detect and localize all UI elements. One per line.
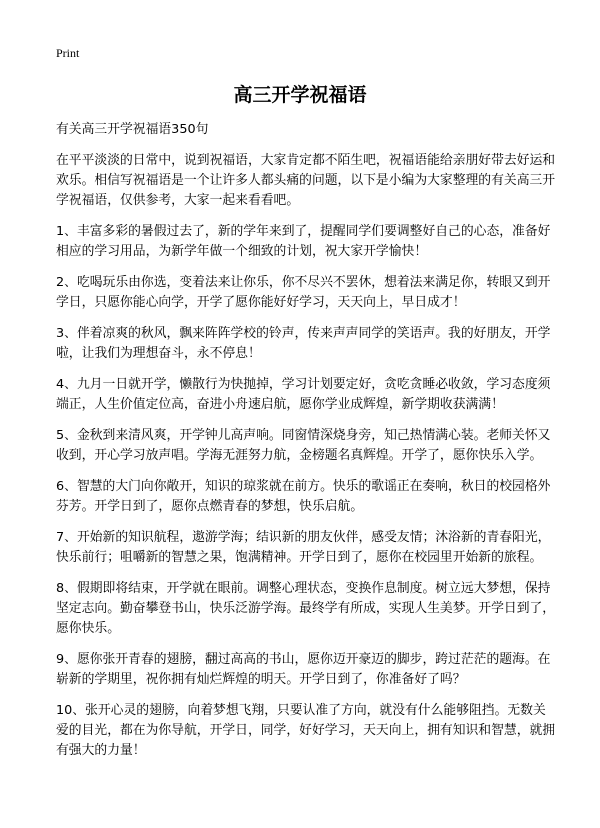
- list-item: 4、九月一日就开学，懒散行为快抛掉，学习计划要定好，贪吃贪睡必收敛，学习态度须端正，人生价值定位高，奋进小舟速启航，愿你学业成辉煌，新学期收获满满！: [56, 377, 551, 412]
- list-item: 3、伴着凉爽的秋风，飘来阵阵学校的铃声，传来声声同学的笑语声。我的好朋友，开学啦，让我们为理想奋斗，永不停息！: [56, 326, 551, 361]
- list-item: 7、开始新的知识航程，遨游学海；结识新的朋友伙伴，感受友情；沐浴新的青春阳光，快乐前行；咀嚼新的智慧之果，饱满精神。开学日到了，愿你在校园里开始新的旅程。: [56, 530, 551, 565]
- page-title: 高三开学祝福语: [233, 84, 367, 106]
- print-link[interactable]: Print: [56, 46, 80, 60]
- list-item: 8、假期即将结束，开学就在眼前。调整心理状态，变换作息制度。树立远大梦想，保持坚定志向。勤奋攀登书山，快乐泛游学海。最终学有所成，实现人生美梦。开学日到了，愿你快乐。: [56, 581, 556, 636]
- document-body: [56, 120, 556, 772]
- list-item: 5、金秋到来清风爽，开学钟儿高声响。同窗情深烧身旁，知己热情满心装。老师关怀又收到，开心学习放声唱。学海无涯努力航，金榜题名真辉煌。开学了，愿你快乐入学。: [56, 428, 551, 463]
- list-item: 6、智慧的大门向你敞开，知识的琼浆就在前方。快乐的歌谣正在奏响，秋日的校园格外芬芳。开学日到了，愿你点燃青春的梦想，快乐启航。: [56, 479, 551, 514]
- list-item: 1、丰富多彩的暑假过去了，新的学年来到了，提醒同学们要调整好自己的心态，准备好相应的学习用品，为新学年做一个细致的计划，祝大家开学愉快！: [56, 224, 551, 259]
- list-item: 10、张开心灵的翅膀，向着梦想飞翔，只要认准了方向，就没有什么能够阻挡。无数关爱的目光，都在为你导航，开学日，同学，好好学习，天天向上，拥有知识和智慧，就拥有强大的力量！: [56, 703, 556, 758]
- subtitle: 有关高三开学祝福语350句: [56, 122, 209, 137]
- intro-paragraph: 在平平淡淡的日常中，说到祝福语，大家肯定都不陌生吧，祝福语能给亲朋好带去好运和欢乐。相信写祝福语是一个让许多人都头痛的问题，以下是小编为大家整理的有关高三开学祝福语，仅供参考，大家一起来看看吧。: [56, 153, 556, 208]
- list-item: 9、愿你张开青春的翅膀，翻过高高的书山，愿你迈开豪迈的脚步，跨过茫茫的题海。在崭新的学期里，祝你拥有灿烂辉煌的明天。开学日到了，你准备好了吗？: [56, 652, 551, 687]
- list-item: 2、吃喝玩乐由你选，变着法来让你乐，你不尽兴不罢休，想着法来满足你，转眼又到开学日，只愿你能心向学，开学了愿你能好好学习，天天向上，早日成才！: [56, 275, 551, 310]
